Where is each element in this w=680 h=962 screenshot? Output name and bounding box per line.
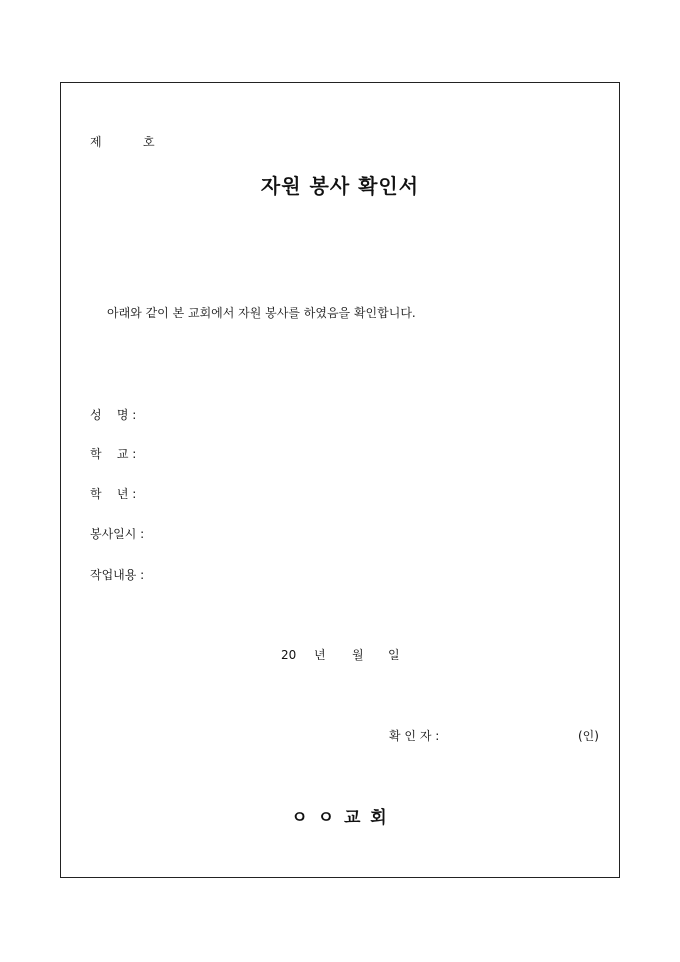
date-month-unit: 월 <box>352 648 364 662</box>
date-day-unit: 일 <box>388 648 400 662</box>
church-name: ㅇ ㅇ 교 회 <box>291 808 389 828</box>
serial-number-label: 제 <box>90 135 102 149</box>
field-label-school: 학 교 : <box>90 447 137 461</box>
serial-number-suffix: 호 <box>143 135 155 149</box>
field-label-work-content: 작업내용 : <box>90 568 145 582</box>
document-title: 자원 봉사 확인서 <box>260 174 420 198</box>
seal-mark: (인) <box>578 729 599 743</box>
field-label-grade: 학 년 : <box>90 487 137 501</box>
date-year-unit: 년 <box>314 648 326 662</box>
confirmation-statement: 아래와 같이 본 교회에서 자원 봉사를 하였음을 확인합니다. <box>107 306 416 320</box>
field-label-name: 성 명 : <box>90 408 137 422</box>
field-label-service-date: 봉사일시 : <box>90 527 145 541</box>
confirmer-label: 확 인 자 : <box>389 729 440 743</box>
date-year-prefix: 20 <box>281 648 297 662</box>
document-border <box>60 82 620 878</box>
